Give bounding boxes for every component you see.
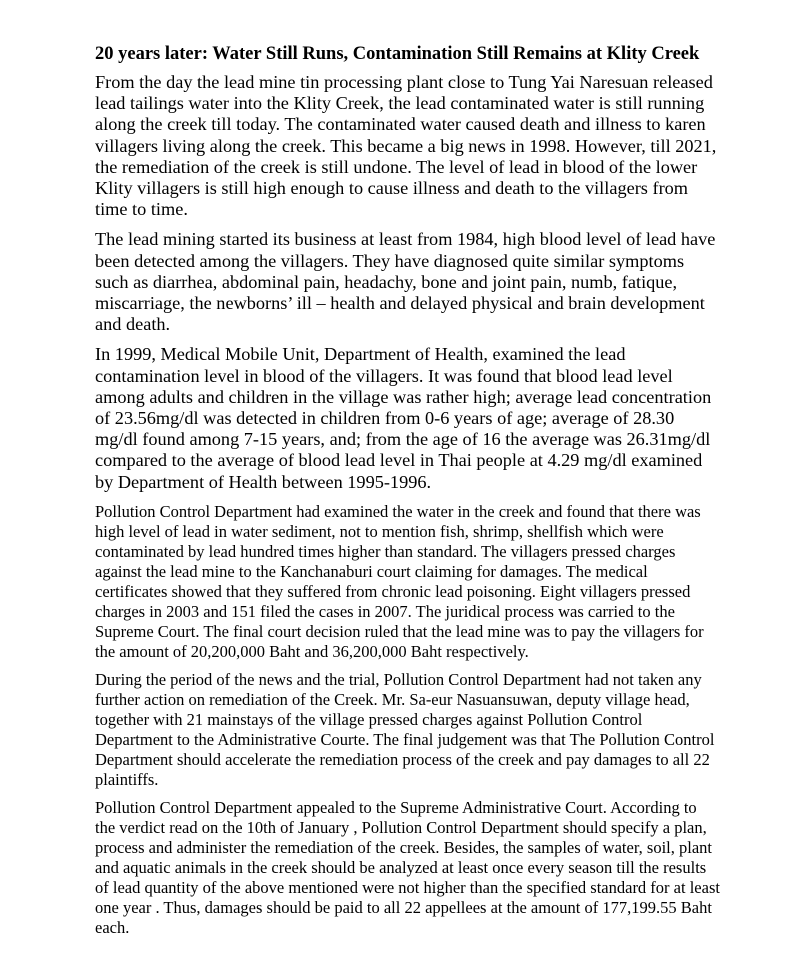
article-paragraph: During the period of the news and the trial, Pollution Control Department had not taken any further action on remediation of the Creek. Mr. Sa-eur Nasuansuwan, deputy village head, together with 21 mainstays of the village pressed charges against Pollution Control Department to the Administrative Courte. The final judgement was that The Pollution Control Department should accelerate the remediation process of the creek and pay damages to all 22 plaintiffs. (95, 669, 715, 789)
article-paragraph: From the day the lead mine tin processing plant close to Tung Yai Naresuan released lead tailings water into the Klity Creek, the lead contaminated water is still running along the creek till today. The contaminated water caused death and illness to karen villagers living along the creek. This became a big news in 1998. However, till 2021, the remediation of the creek is still undone. The level of lead in blood of the lower Klity villagers is still high enough to cause illness and death to the villagers from time to time. (95, 72, 717, 220)
article-title: 20 years later: Water Still Runs, Contamination Still Remains at Klity Creek (95, 44, 700, 64)
article-paragraph: Pollution Control Department had examined the water in the creek and found that there was high level of lead in water sediment, not to mention fish, shrimp, shellfish which were contaminated by lead hundred times higher than standard. The villagers pressed charges against the lead mine to the Kanchanaburi court claiming for damages. The medical certificates showed that they suffered from chronic lead poisoning. Eight villagers pressed charges in 2003 and 151 filed the cases in 2007. The juridical process was carried to the Supreme Court. The final court decision ruled that the lead mine was to pay the villagers for the amount of 20,200,000 Baht and 36,200,000 Baht respectively. (95, 501, 704, 661)
article-paragraph: The lead mining started its business at least from 1984, high blood level of lead have been detected among the villagers. They have diagnosed quite similar symptoms such as diarrhea, abdominal pain, headachy, bone and joint pain, numb, fatique, miscarriage, the newborns’ ill – health and delayed physical and brain development and death. (95, 229, 716, 335)
article-paragraph: Pollution Control Department appealed to the Supreme Administrative Court. According to the verdict read on the 10th of January , Pollution Control Department should specify a plan, process and administer the remediation of the creek. Besides, the samples of water, soil, plant and aquatic animals in the creek should be analyzed at least once every season till the results of lead quantity of the above mentioned were not higher than the specified standard for at least one year . Thus, damages should be paid to all 22 appellees at the amount of 177,199.55 Baht each. (95, 797, 720, 937)
article (95, 40, 720, 946)
article-paragraph: In 1999, Medical Mobile Unit, Department of Health, examined the lead contamination level in blood of the villagers. It was found that blood lead level among adults and children in the village was rather high; average lead concentration of 23.56mg/dl was detected in children from 0-6 years of age; average of 28.30 mg/dl found among 7-15 years, and; from the age of 16 the average was 26.31mg/dl compared to the average of blood lead level in Thai people at 4.29 mg/dl examined by Department of Health between 1995-1996. (95, 344, 712, 492)
